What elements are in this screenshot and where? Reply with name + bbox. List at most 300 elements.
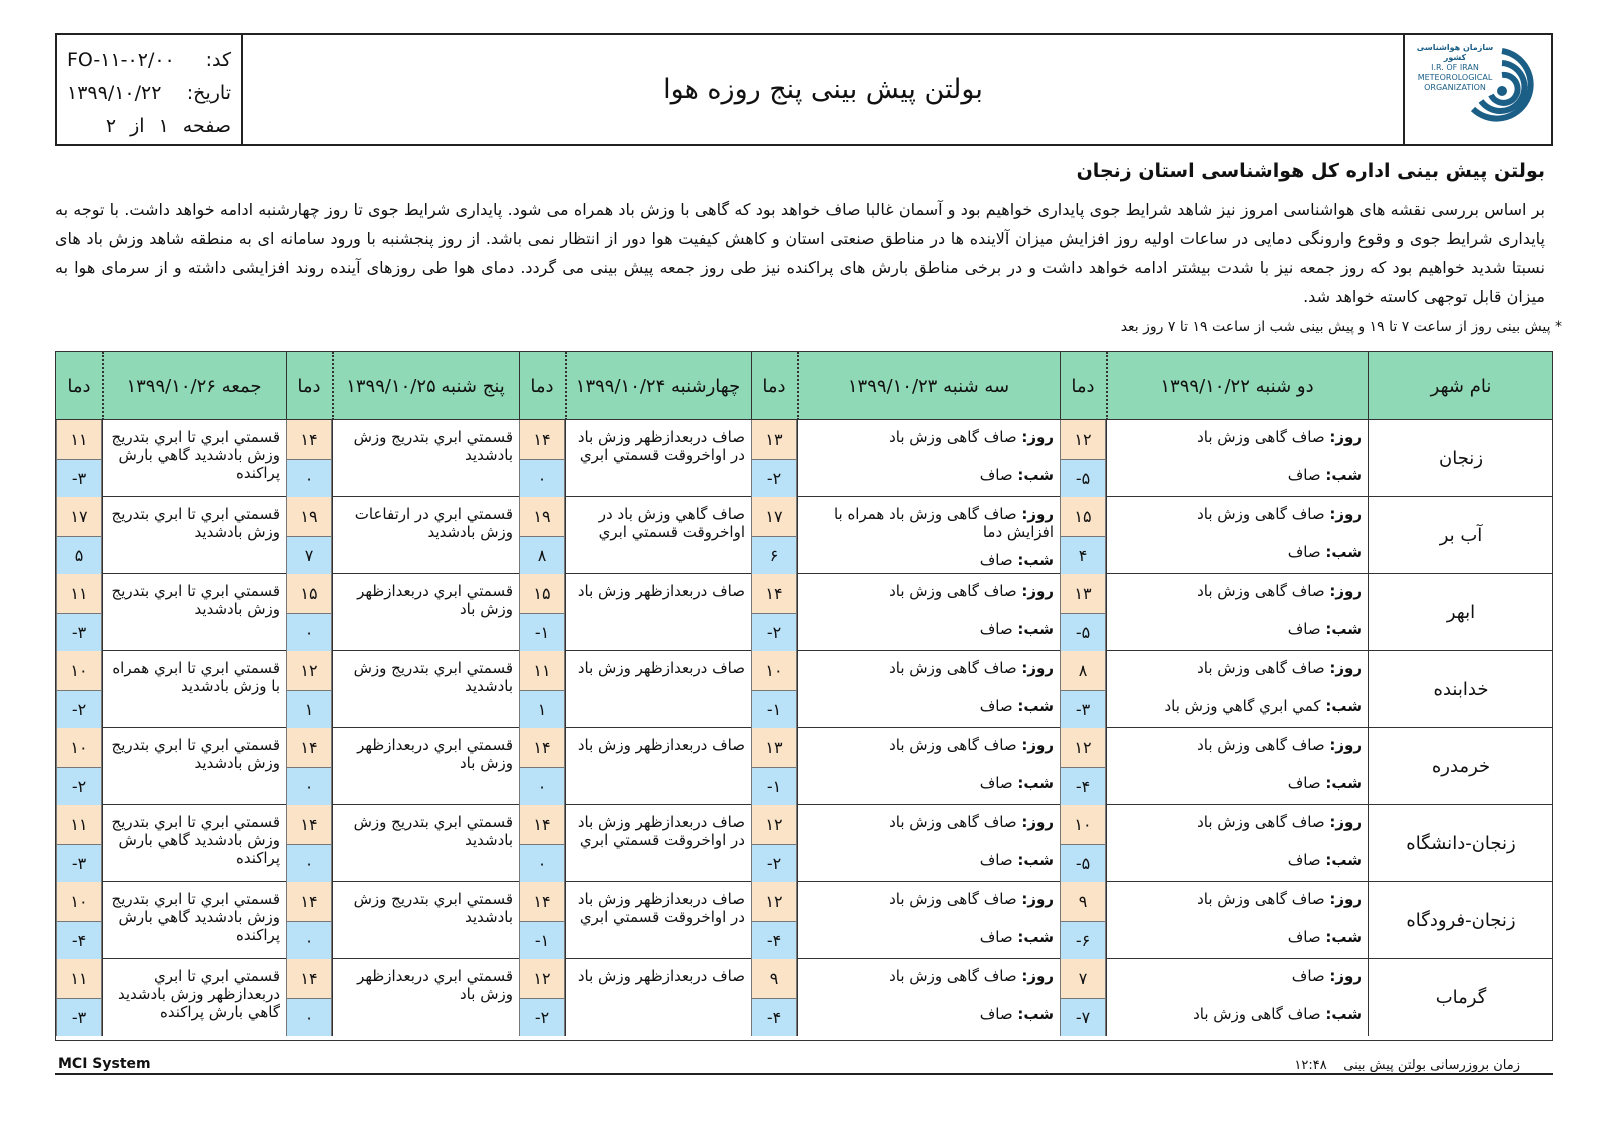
- night-forecast-text: صاف: [979, 697, 1013, 715]
- day-forecast: [803, 736, 1054, 754]
- max-temperature: ۱۵: [286, 574, 332, 613]
- code-row: [67, 43, 231, 76]
- row-column-divider: [565, 651, 566, 728]
- max-temperature: ۱۴: [519, 882, 565, 921]
- header-column-divider: [286, 352, 287, 420]
- max-temperature: ۱۷: [56, 497, 102, 536]
- forecast-text: صاف دربعدازظهر وزش باد در اواخروقت قسمتي ابري: [577, 890, 745, 926]
- min-temperature: ۱: [286, 690, 332, 729]
- min-temperature: -۲: [751, 613, 797, 652]
- night-forecast-text: صاف: [979, 851, 1013, 869]
- min-temperature: ۸: [519, 536, 565, 575]
- min-temperature: ۷: [286, 536, 332, 575]
- day-forecast-text: صاف گاهی وزش باد همراه با افزایش دما: [833, 505, 1054, 541]
- max-temperature: ۹: [751, 959, 797, 998]
- temp-column-header: دما: [1071, 375, 1095, 397]
- max-temperature: ۱۱: [56, 805, 102, 844]
- city-name: گرماب: [1435, 987, 1487, 1008]
- row-column-divider: [332, 959, 333, 1036]
- day-label: روز:: [1329, 967, 1362, 985]
- header-dotted-divider: [565, 352, 567, 420]
- max-temperature: ۱۳: [1060, 574, 1106, 613]
- temp-column-header: دما: [297, 375, 321, 397]
- city-name: زنجان-دانشگاه: [1406, 833, 1516, 854]
- day-forecast: [1112, 582, 1362, 600]
- forecast-text: صاف گاهي وزش باد در اواخروقت قسمتي ابري: [598, 505, 745, 541]
- night-label: شب:: [1325, 543, 1362, 561]
- row-column-divider: [797, 651, 798, 728]
- logo-line-2: METEOROLOGICAL: [1417, 73, 1493, 82]
- forecast-text: قسمتي ابري تا ابري دربعدازظهر وزش بادشديد گاهي بارش پراكنده: [118, 967, 280, 1021]
- table-header: [56, 352, 1552, 420]
- forecast-text: قسمتي ابري تا ابري بتدريج وزش بادشديد: [111, 505, 280, 541]
- forecast-text: قسمتي ابري بتدريج وزش بادشديد: [353, 428, 513, 464]
- document-meta: [57, 35, 243, 144]
- forecast-note: * پیش بینی روز از ساعت ۷ تا ۱۹ و پیش بینی شب از ساعت ۱۹ تا ۷ روز بعد: [1120, 319, 1562, 335]
- row-column-divider: [102, 805, 103, 882]
- night-forecast: [1112, 543, 1362, 561]
- update-time: [1294, 1058, 1520, 1073]
- table-row: [56, 959, 1552, 1036]
- min-temperature: ۰: [519, 844, 565, 883]
- night-forecast: [803, 466, 1054, 484]
- date-row: [67, 76, 231, 109]
- night-forecast-text: صاف: [979, 466, 1013, 484]
- forecast-text: صاف دربعدازظهر وزش باد: [577, 736, 745, 754]
- night-forecast-text: صاف: [1287, 774, 1321, 792]
- day-forecast-text: صاف گاهی وزش باد: [889, 813, 1017, 831]
- night-label: شب:: [1017, 774, 1054, 792]
- min-temperature: -۷: [1060, 998, 1106, 1037]
- day-label: روز:: [1329, 428, 1362, 446]
- page-label: صفحه: [182, 114, 231, 137]
- row-column-divider: [1106, 574, 1107, 651]
- bulletin-header: [55, 33, 1553, 146]
- night-label: شب:: [1325, 851, 1362, 869]
- day-column-header: سه شنبه ۱۳۹۹/۱۰/۲۳: [847, 375, 1010, 397]
- day-forecast-text: صاف گاهی وزش باد: [889, 659, 1017, 677]
- night-forecast: [1112, 774, 1362, 792]
- day-forecast: [1112, 428, 1362, 446]
- row-column-divider: [332, 728, 333, 805]
- day-forecast-text: صاف گاهی وزش باد: [889, 428, 1017, 446]
- row-column-divider: [1106, 420, 1107, 497]
- min-temperature: ۵: [56, 536, 102, 575]
- page-number: ۱: [158, 114, 169, 137]
- logo-line-fa: سازمان هواشناسی کشور: [1416, 43, 1494, 62]
- forecast-text: صاف دربعدازظهر وزش باد: [577, 582, 745, 600]
- night-forecast: [803, 851, 1054, 869]
- day-forecast: [803, 582, 1054, 600]
- forecast-text: قسمتي ابري دربعدازظهر وزش باد: [357, 736, 513, 772]
- max-temperature: ۱۵: [519, 574, 565, 613]
- day-label: روز:: [1329, 813, 1362, 831]
- row-column-divider: [102, 497, 103, 574]
- min-temperature: -۵: [1060, 844, 1106, 883]
- table-row: [56, 651, 1552, 728]
- row-column-divider: [565, 959, 566, 1036]
- day-column-header: پنج شنبه ۱۳۹۹/۱۰/۲۵: [346, 375, 505, 397]
- day-label: روز:: [1329, 736, 1362, 754]
- row-column-divider: [565, 420, 566, 497]
- max-temperature: ۱۱: [519, 651, 565, 690]
- row-column-divider: [797, 959, 798, 1036]
- day-label: روز:: [1329, 582, 1362, 600]
- header-dotted-divider: [1106, 352, 1108, 420]
- night-forecast: [803, 928, 1054, 946]
- min-temperature: -۲: [56, 767, 102, 806]
- day-forecast-text: صاف گاهی وزش باد: [1197, 582, 1325, 600]
- day-label: روز:: [1021, 505, 1054, 523]
- max-temperature: ۱۴: [286, 805, 332, 844]
- row-column-divider: [565, 805, 566, 882]
- day-label: روز:: [1021, 967, 1054, 985]
- row-column-divider: [332, 497, 333, 574]
- forecast-text: قسمتي ابري بتدريج وزش بادشديد: [353, 659, 513, 695]
- row-column-divider: [332, 574, 333, 651]
- max-temperature: ۱۱: [56, 574, 102, 613]
- row-column-divider: [1106, 805, 1107, 882]
- header-dotted-divider: [797, 352, 799, 420]
- max-temperature: ۱۰: [751, 651, 797, 690]
- row-column-divider: [797, 574, 798, 651]
- logo-line-3: ORGANIZATION: [1424, 83, 1486, 92]
- table-row: [56, 805, 1552, 882]
- max-temperature: ۱۴: [519, 805, 565, 844]
- min-temperature: -۴: [751, 998, 797, 1037]
- forecast-text: قسمتي ابري در ارتفاعات وزش بادشديد: [354, 505, 513, 541]
- day-forecast: [803, 813, 1054, 831]
- forecast-text: قسمتي ابري تا ابري بتدريج وزش بادشديد گاهي بارش پراكنده: [111, 890, 280, 944]
- temp-column-header: دما: [67, 375, 91, 397]
- header-dotted-divider: [102, 352, 104, 420]
- max-temperature: ۱۰: [56, 651, 102, 690]
- day-forecast: [803, 967, 1054, 985]
- row-column-divider: [332, 651, 333, 728]
- city-name: آب بر: [1439, 525, 1483, 546]
- max-temperature: ۹: [1060, 882, 1106, 921]
- night-forecast: [803, 620, 1054, 638]
- night-forecast: [803, 774, 1054, 792]
- min-temperature: -۶: [1060, 921, 1106, 960]
- day-column-header: جمعه ۱۳۹۹/۱۰/۲۶: [126, 375, 262, 397]
- night-label: شب:: [1017, 620, 1054, 638]
- max-temperature: ۱۲: [519, 959, 565, 998]
- system-name: MCI System: [58, 1056, 151, 1072]
- day-column-header: چهارشنبه ۱۳۹۹/۱۰/۲۴: [575, 375, 741, 397]
- row-column-divider: [102, 728, 103, 805]
- forecast-text: قسمتي ابري تا ابري بتدريج وزش بادشديد گاهي بارش پراكنده: [111, 813, 280, 867]
- max-temperature: ۱۲: [1060, 728, 1106, 767]
- day-forecast: [803, 505, 1054, 541]
- row-column-divider: [1106, 651, 1107, 728]
- day-forecast: [1112, 890, 1362, 908]
- forecast-text: قسمتي ابري تا ابري بتدريج وزش بادشديد گاهي بارش پراكنده: [111, 428, 280, 482]
- row-column-divider: [332, 420, 333, 497]
- day-label: روز:: [1021, 813, 1054, 831]
- day-forecast: [1112, 505, 1362, 523]
- forecast-text: قسمتي ابري دربعدازظهر وزش باد: [357, 582, 513, 618]
- max-temperature: ۱۹: [519, 497, 565, 536]
- update-label: زمان بروزرسانی بولتن پیش بینی: [1343, 1058, 1520, 1073]
- max-temperature: ۱۹: [286, 497, 332, 536]
- max-temperature: ۱۲: [751, 882, 797, 921]
- night-label: شب:: [1017, 466, 1054, 484]
- night-forecast-text: صاف: [1287, 466, 1321, 484]
- max-temperature: ۱۳: [751, 728, 797, 767]
- max-temperature: ۱۴: [286, 728, 332, 767]
- meteorology-emblem-icon: [1463, 43, 1541, 135]
- logo-line-1: I.R. OF IRAN: [1431, 63, 1479, 72]
- code-label: کد:: [205, 48, 231, 71]
- date-value: ۱۳۹۹/۱۰/۲۲: [67, 81, 162, 104]
- header-column-divider: [1368, 352, 1369, 420]
- min-temperature: ۰: [286, 613, 332, 652]
- day-forecast-text: صاف گاهی وزش باد: [1197, 428, 1325, 446]
- min-temperature: -۱: [519, 921, 565, 960]
- table-row: [56, 497, 1552, 574]
- min-temperature: ۶: [751, 536, 797, 575]
- night-label: شب:: [1017, 551, 1054, 569]
- forecast-table: [55, 351, 1553, 1041]
- night-forecast: [1112, 1005, 1362, 1023]
- night-forecast: [1112, 620, 1362, 638]
- day-forecast-text: صاف گاهی وزش باد: [1197, 659, 1325, 677]
- page-total: ۲: [105, 114, 117, 137]
- forecast-text: صاف دربعدازظهر وزش باد: [577, 659, 745, 677]
- row-column-divider: [102, 959, 103, 1036]
- day-label: روز:: [1021, 736, 1054, 754]
- min-temperature: -۵: [1060, 459, 1106, 498]
- night-label: شب:: [1325, 697, 1362, 715]
- night-forecast-text: صاف گاهی وزش باد: [1193, 1005, 1321, 1023]
- day-forecast-text: صاف گاهی وزش باد: [889, 582, 1017, 600]
- night-forecast-text: کمي ابري گاهي وزش باد: [1164, 697, 1321, 715]
- day-label: روز:: [1329, 659, 1362, 677]
- day-forecast: [803, 428, 1054, 446]
- day-forecast: [1112, 736, 1362, 754]
- row-column-divider: [797, 420, 798, 497]
- city-column-header: نام شهر: [1430, 375, 1492, 397]
- day-label: روز:: [1329, 505, 1362, 523]
- max-temperature: ۷: [1060, 959, 1106, 998]
- night-forecast-text: صاف: [979, 620, 1013, 638]
- min-temperature: -۲: [751, 844, 797, 883]
- day-forecast-text: صاف: [1291, 967, 1325, 985]
- day-label: روز:: [1021, 659, 1054, 677]
- night-forecast-text: صاف: [979, 1005, 1013, 1023]
- min-temperature: ۰: [519, 459, 565, 498]
- max-temperature: ۱۴: [286, 420, 332, 459]
- row-column-divider: [797, 497, 798, 574]
- day-label: روز:: [1329, 890, 1362, 908]
- header-column-divider: [751, 352, 752, 420]
- max-temperature: ۱۲: [286, 651, 332, 690]
- max-temperature: ۱۴: [286, 882, 332, 921]
- row-column-divider: [797, 882, 798, 959]
- night-label: شب:: [1325, 1005, 1362, 1023]
- day-label: روز:: [1021, 428, 1054, 446]
- row-column-divider: [565, 728, 566, 805]
- day-forecast: [803, 659, 1054, 677]
- row-column-divider: [1106, 728, 1107, 805]
- min-temperature: -۴: [56, 921, 102, 960]
- night-forecast: [1112, 928, 1362, 946]
- night-label: شب:: [1017, 928, 1054, 946]
- forecast-text: قسمتي ابري تا ابري همراه با وزش بادشديد: [112, 659, 280, 695]
- table-row: [56, 420, 1552, 497]
- forecast-text: صاف دربعدازظهر وزش باد در اواخروقت قسمتي ابري: [577, 428, 745, 464]
- night-forecast-text: صاف: [979, 928, 1013, 946]
- row-column-divider: [797, 805, 798, 882]
- max-temperature: ۱۰: [56, 728, 102, 767]
- row-column-divider: [332, 882, 333, 959]
- row-column-divider: [565, 497, 566, 574]
- page-row: [67, 109, 231, 142]
- night-forecast-text: صاف: [1287, 620, 1321, 638]
- row-column-divider: [332, 805, 333, 882]
- header-column-divider: [519, 352, 520, 420]
- page-title: بولتن پیش بینی پنج روزه هوا: [663, 74, 983, 105]
- min-temperature: -۳: [56, 613, 102, 652]
- min-temperature: -۲: [751, 459, 797, 498]
- forecast-text: قسمتي ابري دربعدازظهر وزش باد: [357, 967, 513, 1003]
- min-temperature: -۳: [56, 998, 102, 1037]
- min-temperature: ۴: [1060, 536, 1106, 575]
- night-forecast-text: صاف: [979, 551, 1013, 569]
- row-column-divider: [565, 882, 566, 959]
- day-forecast-text: صاف گاهی وزش باد: [1197, 890, 1325, 908]
- page-of: از: [130, 114, 145, 137]
- min-temperature: ۱: [519, 690, 565, 729]
- forecast-text: صاف دربعدازظهر وزش باد: [577, 967, 745, 985]
- night-forecast-text: صاف: [1287, 851, 1321, 869]
- day-forecast: [803, 890, 1054, 908]
- forecast-text: صاف دربعدازظهر وزش باد در اواخروقت قسمتي ابري: [577, 813, 745, 849]
- day-label: روز:: [1021, 890, 1054, 908]
- city-name: ابهر: [1446, 602, 1476, 623]
- day-forecast: [1112, 967, 1362, 985]
- min-temperature: ۰: [286, 921, 332, 960]
- min-temperature: ۰: [286, 844, 332, 883]
- day-forecast-text: صاف گاهی وزش باد: [889, 736, 1017, 754]
- row-column-divider: [1106, 959, 1107, 1036]
- day-forecast-text: صاف گاهی وزش باد: [1197, 813, 1325, 831]
- night-label: شب:: [1325, 466, 1362, 484]
- night-forecast: [1112, 466, 1362, 484]
- night-forecast-text: صاف: [1287, 543, 1321, 561]
- night-forecast: [1112, 851, 1362, 869]
- night-label: شب:: [1017, 851, 1054, 869]
- header-column-divider: [1060, 352, 1061, 420]
- night-forecast: [803, 697, 1054, 715]
- night-forecast-text: صاف: [1287, 928, 1321, 946]
- max-temperature: ۱۵: [1060, 497, 1106, 536]
- max-temperature: ۸: [1060, 651, 1106, 690]
- row-column-divider: [102, 574, 103, 651]
- header-dotted-divider: [332, 352, 334, 420]
- min-temperature: -۳: [56, 459, 102, 498]
- max-temperature: ۱۲: [1060, 420, 1106, 459]
- row-column-divider: [1106, 882, 1107, 959]
- day-forecast: [1112, 813, 1362, 831]
- day-forecast-text: صاف گاهی وزش باد: [1197, 736, 1325, 754]
- max-temperature: ۱۴: [286, 959, 332, 998]
- min-temperature: -۲: [56, 690, 102, 729]
- night-label: شب:: [1325, 774, 1362, 792]
- date-label: تاریخ:: [186, 81, 231, 104]
- row-column-divider: [565, 574, 566, 651]
- row-column-divider: [797, 728, 798, 805]
- update-time-value: ۱۲:۴۸: [1294, 1058, 1327, 1073]
- city-name: زنجان: [1438, 448, 1484, 469]
- min-temperature: -۱: [751, 690, 797, 729]
- max-temperature: ۱۰: [56, 882, 102, 921]
- row-column-divider: [102, 651, 103, 728]
- max-temperature: ۱۷: [751, 497, 797, 536]
- table-row: [56, 728, 1552, 805]
- footer-divider: [55, 1073, 1553, 1075]
- min-temperature: -۵: [1060, 613, 1106, 652]
- day-forecast-text: صاف گاهی وزش باد: [889, 967, 1017, 985]
- min-temperature: -۳: [56, 844, 102, 883]
- temp-column-header: دما: [530, 375, 554, 397]
- min-temperature: -۱: [751, 767, 797, 806]
- min-temperature: ۰: [286, 767, 332, 806]
- max-temperature: ۱۱: [56, 959, 102, 998]
- day-column-header: دو شنبه ۱۳۹۹/۱۰/۲۲: [1160, 375, 1314, 397]
- min-temperature: -۴: [751, 921, 797, 960]
- row-column-divider: [102, 882, 103, 959]
- max-temperature: ۱۴: [519, 728, 565, 767]
- night-label: شب:: [1017, 697, 1054, 715]
- day-forecast-text: صاف گاهی وزش باد: [1197, 505, 1325, 523]
- min-temperature: ۰: [286, 998, 332, 1037]
- day-forecast: [1112, 659, 1362, 677]
- night-label: شب:: [1325, 620, 1362, 638]
- forecast-summary: بر اساس بررسی نقشه های هواشناسی امروز نیز شاهد شرایط جوی پایداری خواهیم بود و آسمان غالبا صاف خواهد بود که گاهی با وزش باد همراه می شود. پایداری شرایط جوی تا روز چهارشنبه ادامه خواهد داشت. با توجه به پایداری شرایط جوی و وقوع وارونگی دمایی در ساعات اولیه روز افزایش میزان آلاینده ها در مناطق صنعتی استان و کاهش کیفیت هوا دور از انتظار نمی باشد. از روز پنجشنبه با ورود سامانه ای به منطقه شاهد وزش باد های نسبتا شدید خواهیم بود که روز جمعه نیز با شدت بیشتر ادامه خواهد داشت و در برخی مناطق بارش های پراکنده نیز طی روز جمعه پیش بینی می گردد. دمای هوا طی روزهای آینده روند افزایشی داشته و از سرمای هوا به میزان قابل توجهی کاسته خواهد شد.: [55, 200, 1545, 306]
- max-temperature: ۱۲: [751, 805, 797, 844]
- organization-logo: [1403, 35, 1551, 144]
- min-temperature: -۴: [1060, 767, 1106, 806]
- min-temperature: -۳: [1060, 690, 1106, 729]
- min-temperature: ۰: [286, 459, 332, 498]
- max-temperature: ۱۳: [751, 420, 797, 459]
- row-column-divider: [102, 420, 103, 497]
- night-label: شب:: [1017, 1005, 1054, 1023]
- night-forecast: [803, 1005, 1054, 1023]
- max-temperature: ۱۱: [56, 420, 102, 459]
- forecast-text: قسمتي ابري تا ابري بتدريج وزش بادشديد: [111, 736, 280, 772]
- max-temperature: ۱۰: [1060, 805, 1106, 844]
- forecast-text: قسمتي ابري بتدريج وزش بادشديد: [353, 890, 513, 926]
- table-row: [56, 574, 1552, 651]
- day-forecast-text: صاف گاهی وزش باد: [889, 890, 1017, 908]
- night-forecast: [1112, 697, 1362, 715]
- table-row: [56, 882, 1552, 959]
- night-label: شب:: [1325, 928, 1362, 946]
- city-name: خرمدره: [1431, 756, 1491, 777]
- max-temperature: ۱۴: [751, 574, 797, 613]
- forecast-text: قسمتي ابري تا ابري بتدريج وزش بادشديد: [111, 582, 280, 618]
- min-temperature: -۱: [519, 613, 565, 652]
- forecast-text: قسمتي ابري بتدريج وزش بادشديد: [353, 813, 513, 849]
- night-forecast: [803, 551, 1054, 569]
- max-temperature: ۱۴: [519, 420, 565, 459]
- night-forecast-text: صاف: [979, 774, 1013, 792]
- temp-column-header: دما: [762, 375, 786, 397]
- section-title: بولتن پیش بینی اداره کل هواشناسی استان زنجان: [1076, 160, 1545, 182]
